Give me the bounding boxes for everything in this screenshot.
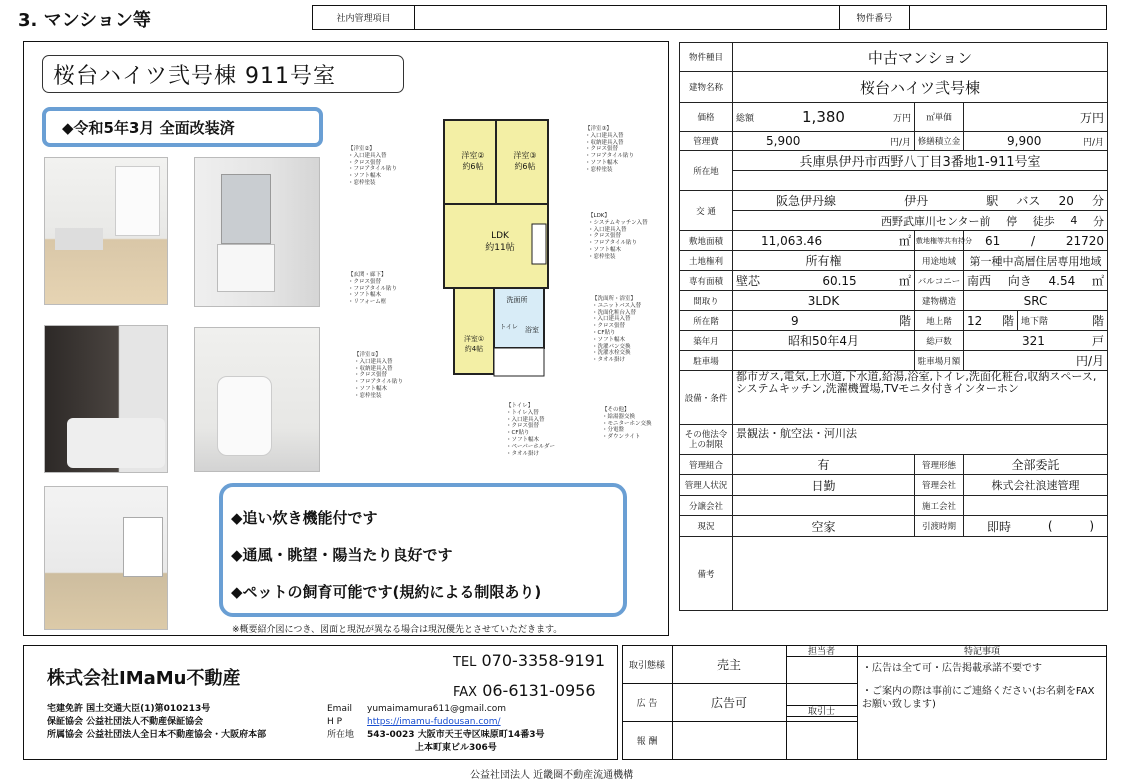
room-bath: 浴室 xyxy=(525,326,539,334)
note-other: 【その他】 ・給湯器交換 ・モニターホン交換 ・分電盤 ・ダウンライト xyxy=(602,407,652,441)
feature-item: ◆ペットの飼育可能です(規約による制限あり) xyxy=(231,583,542,601)
equip-label: 設備・条件 xyxy=(680,371,733,425)
property-name: 桜台ハイツ弐号棟 911号室 xyxy=(53,63,336,89)
row-current: 現況 空家 引渡時期 即時 ( ) xyxy=(680,516,1108,537)
parking-label: 駐車場 xyxy=(680,351,733,371)
mcomp-label: 管理会社 xyxy=(915,475,964,496)
traffic-label: 交 通 xyxy=(680,191,733,231)
kanri-value: 5,900 xyxy=(766,134,801,148)
ad-label: 広 告 xyxy=(636,698,658,709)
structure-label: 建物構造 xyxy=(915,291,964,311)
toilet-shape xyxy=(217,376,272,456)
tel-label: TEL xyxy=(453,655,477,670)
kai-unit: 階 xyxy=(1001,314,1014,328)
ko-unit: 戸 xyxy=(1092,334,1105,348)
share-label: 敷地権等共有持分 xyxy=(915,231,964,251)
pfee-label: 駐車場月額 xyxy=(915,351,964,371)
bus-label: バス xyxy=(1016,194,1041,208)
row-exclusive xyxy=(680,271,1108,291)
bikou-label: 備考 xyxy=(680,537,733,611)
row-addr xyxy=(680,151,1108,171)
license-value: 国土交通大臣(1)第010213号 xyxy=(86,704,211,714)
walk-label: 徒歩 xyxy=(1032,214,1055,228)
wall-label: 壁芯 xyxy=(736,274,761,288)
room-west1: 洋室① 約4帖 xyxy=(463,335,485,353)
pfee-unit: 円/月 xyxy=(964,351,1108,371)
fun-unit: 分 xyxy=(1093,214,1104,228)
propnum-value xyxy=(910,6,1106,29)
tel-row xyxy=(453,651,605,670)
law-label: その他法令上の制限 xyxy=(680,425,733,455)
mgmt-label: 社内管理項目 xyxy=(313,6,415,29)
row-kanri xyxy=(680,132,1108,151)
madori-value: 3LDK xyxy=(733,291,915,311)
note-genkan: 【玄関・廊下】 ・クロス張替 ・フロアタイル貼り ・ソフト幅木 ・リフォーム框 xyxy=(348,272,398,306)
photo-ldk xyxy=(44,157,168,305)
land-area-value: 11,063.46 xyxy=(761,233,823,248)
kanri-label: 管理費 xyxy=(680,132,733,151)
mgmt-value xyxy=(415,6,840,29)
bldg-label: 建物名称 xyxy=(680,72,733,103)
total-label: 総額 xyxy=(736,113,755,124)
sqm-unit: ㎡ xyxy=(898,234,911,248)
tel-number: 070-3358-9191 xyxy=(481,651,606,670)
fax-row xyxy=(453,681,596,700)
status-value: 日勤 xyxy=(733,475,915,496)
price-label: 価格 xyxy=(680,103,733,132)
mgmt-bar xyxy=(312,5,1107,30)
email-label: Email xyxy=(327,704,352,714)
row-built xyxy=(680,331,1108,351)
row-floor xyxy=(680,311,1108,331)
bus-min: 20 xyxy=(1058,193,1074,208)
row-equip xyxy=(680,371,1108,425)
guarantee-label: 保証協会 xyxy=(47,717,84,727)
window-shape xyxy=(115,166,160,236)
divider xyxy=(857,645,858,760)
union-label: 管理組合 xyxy=(680,455,733,475)
divider xyxy=(786,645,787,760)
spec-table xyxy=(679,42,1108,611)
floor-label: 所在階 xyxy=(680,311,733,331)
law-value: 景観法・航空法・河川法 xyxy=(733,425,1108,455)
addr-label: 所在地 xyxy=(327,730,355,740)
land-area-label: 敷地面積 xyxy=(680,231,733,251)
room-toilet: トイレ xyxy=(500,324,518,331)
bathtub-shape xyxy=(67,418,165,468)
note-ldk: 【LDK】 ・システムキッチン入替 ・入口建具入替 ・クロス張替 ・フロアタイル貼り ・ソフト幅木 ・窓枠塗装 xyxy=(588,213,648,260)
room-west2: 洋室② 約6帖 xyxy=(461,151,485,171)
row-land xyxy=(680,231,1108,251)
row-bldg xyxy=(680,72,1108,103)
note-west2: 【洋室②】 ・入口建具入替 ・クロス張替 ・フロアタイル貼り ・ソフト幅木 ・窓枠塗装 xyxy=(348,146,398,186)
zone-value: 第一種中高層住居専用地域 xyxy=(964,251,1108,271)
member-label: 所属協会 xyxy=(47,730,84,740)
bldg-value: 桜台ハイツ弐号棟 xyxy=(733,72,1108,103)
feature-item: ◆通風・眺望・陽当たり良好です xyxy=(231,546,453,564)
shuzen-unit: 円/月 xyxy=(1083,137,1105,148)
builder-value xyxy=(964,496,1108,516)
row-parking xyxy=(680,351,1108,371)
above-label: 地上階 xyxy=(915,311,964,331)
union-value: 有 xyxy=(733,455,915,475)
license-block xyxy=(47,703,266,742)
guarantee-value: 公益社団法人不動産保証協会 xyxy=(86,717,204,727)
kai-unit: 階 xyxy=(1092,314,1105,328)
features-box xyxy=(219,483,627,617)
fee-value xyxy=(672,721,786,760)
addr-value: 543-0023 大阪市天王寺区味原町14番3号 xyxy=(367,730,545,740)
propnum-label: 物件番号 xyxy=(840,6,910,29)
tanka-label: ㎡単価 xyxy=(915,103,964,132)
type-value: 中古マンション xyxy=(733,43,1108,72)
share-a: 61 xyxy=(985,233,1001,248)
man-unit: 万円 xyxy=(892,113,911,124)
units-value: 321 xyxy=(1022,333,1045,348)
hp-link[interactable]: https://imamu-fudousan.com/ xyxy=(367,717,501,727)
mcomp-value: 株式会社浪速管理 xyxy=(964,475,1108,496)
room-west3: 洋室③ 約6帖 xyxy=(513,151,537,171)
kitchen-shape xyxy=(55,228,103,250)
madori-label: 間取り xyxy=(680,291,733,311)
addr-label: 所在地 xyxy=(680,151,733,191)
row-seller xyxy=(680,496,1108,516)
tanka-unit: 万円 xyxy=(964,103,1108,132)
tanto-label: 担当者 xyxy=(807,647,835,657)
fax-label: FAX xyxy=(453,685,478,700)
station-value: 伊丹 xyxy=(904,194,929,208)
walk-min: 4 xyxy=(1070,214,1078,227)
eki-unit: 駅 xyxy=(986,194,999,208)
disclaimer: ※概要紹介図につき、図面と現況が異なる場合は現況優先とさせていただきます。 xyxy=(232,625,563,635)
photo-washroom xyxy=(194,157,320,307)
note-toilet: 【トイレ】 ・トイレ入替 ・入口建具入替 ・クロス張替 ・CF貼り ・ソフト幅木 ・ペーパーホルダー ・タオル掛け xyxy=(506,403,556,457)
fax-number: 06-6131-0956 xyxy=(482,681,596,700)
hp-label: H P xyxy=(327,717,343,727)
cur-label: 現況 xyxy=(680,516,733,537)
tei-unit: 停 xyxy=(1006,214,1018,228)
sqm-unit: ㎡ xyxy=(898,274,911,288)
row-traffic1 xyxy=(680,191,1108,211)
exclusive-label: 専有面積 xyxy=(680,271,733,291)
photo-bath xyxy=(44,325,168,473)
vanity-shape xyxy=(217,244,275,292)
row-bikou xyxy=(680,537,1108,611)
total-price: 1,380 xyxy=(802,108,845,126)
sqm-unit: ㎡ xyxy=(1092,274,1105,288)
deal-value: 売主 xyxy=(716,657,741,672)
zone-label: 用途地域 xyxy=(915,251,964,271)
addr2-value: 上本町東ビル306号 xyxy=(415,743,497,753)
note-senmen: 【洗面所・浴室】 ・ユニットバス入替 ・洗面化粧台入替 ・入口建具入替 ・クロス張替 ・CF貼り ・ソフト幅木 ・洗濯パン交換 ・洗濯水栓交換 ・タオル掛け xyxy=(592,296,642,364)
seller-value xyxy=(733,496,915,516)
note-west1: 【洋室①】 ・入口建具入替 ・収納建具入替 ・クロス張替 ・フロアタイル貼り ・ソフト幅木 ・窓枠塗装 xyxy=(354,352,404,399)
row-traffic2 xyxy=(680,211,1108,231)
license-label: 宅建免許 xyxy=(47,704,84,714)
row-madori xyxy=(680,291,1108,311)
deal-label: 取引態様 xyxy=(628,660,665,671)
balcony-label: バルコニー xyxy=(915,271,964,291)
floor-value: 9 xyxy=(791,313,799,328)
share-slash: / xyxy=(1031,233,1036,248)
units-label: 総戸数 xyxy=(915,331,964,351)
balcony-value: 4.54 xyxy=(1048,273,1076,288)
shuzen-label: 修繕積立金 xyxy=(915,132,964,151)
window-shape xyxy=(123,517,163,577)
row-addr2 xyxy=(680,171,1108,191)
mirror-shape xyxy=(221,174,271,244)
row-law xyxy=(680,425,1108,455)
seller-label: 分譲会社 xyxy=(680,496,733,516)
equip-value: 都市ガス,電気,上水道,下水道,給湯,浴室,トイレ,洗面化粧台,収納スペース,システムキッチン,洗濯機置場,TVモニタ付きインターホン xyxy=(733,371,1108,425)
company-name: 株式会社IMaMu不動産 xyxy=(47,668,241,689)
kanri-unit: 円/月 xyxy=(889,137,911,148)
built-value: 昭和50年4月 xyxy=(733,331,915,351)
fee-label: 報 酬 xyxy=(636,737,658,747)
exclusive-value: 60.15 xyxy=(822,273,857,288)
shuzen-value: 9,900 xyxy=(1007,134,1042,148)
room-senmen: 洗面所 xyxy=(506,296,528,304)
row-status xyxy=(680,475,1108,496)
renovation-text: ◆令和5年3月 全面改装済 xyxy=(62,118,235,137)
member-value: 公益社団法人全日本不動産協会・大阪府本部 xyxy=(86,730,267,740)
muki-label: 向き xyxy=(1007,274,1032,288)
email-value: yumaimamura611@gmail.com xyxy=(367,704,507,714)
share-b: 21720 xyxy=(1065,233,1105,248)
torihiki-label: 取引士 xyxy=(807,707,835,717)
above-value: 12 xyxy=(967,313,983,328)
hand-label: 引渡時期 xyxy=(915,516,964,537)
tokki-line-1: ・広告は全て可・広告掲載承諾不要です xyxy=(862,663,1042,674)
busstop-value: 西野武庫川センター前 xyxy=(881,214,991,228)
status-label: 管理人状況 xyxy=(680,475,733,496)
property-name-box xyxy=(42,55,404,93)
form-label: 管理形態 xyxy=(915,455,964,475)
org-name: 公益社団法人 近畿圏不動産流通機構 xyxy=(470,770,634,781)
row-price xyxy=(680,103,1108,132)
note-west3: 【洋室③】 ・入口建具入替 ・収納建具入替 ・クロス張替 ・フロアタイル貼り ・ソフト幅木 ・窓枠塗装 xyxy=(585,126,635,173)
fun-unit: 分 xyxy=(1091,194,1104,208)
photo-toilet xyxy=(194,327,320,472)
photo-west-room xyxy=(44,486,168,630)
built-label: 築年月 xyxy=(680,331,733,351)
under-label: 地下階 xyxy=(1021,317,1049,327)
feature-item: ◆追い炊き機能付です xyxy=(231,509,378,527)
contact-block xyxy=(327,703,545,755)
row-union xyxy=(680,455,1108,475)
line-value: 阪急伊丹線 xyxy=(776,194,837,208)
ad-value: 広告可 xyxy=(710,695,747,710)
section-title: 3. マンション等 xyxy=(18,10,151,31)
room-ldk: LDK 約11帖 xyxy=(485,231,515,253)
row-type xyxy=(680,43,1108,72)
land-right-value: 所有権 xyxy=(733,251,915,271)
renovation-box xyxy=(42,107,323,147)
hand-value: 即時 xyxy=(987,519,1012,534)
tokki-label: 特記事項 xyxy=(963,647,1000,657)
dir-value: 南西 xyxy=(967,274,992,288)
structure-value: SRC xyxy=(964,291,1108,311)
builder-label: 施工会社 xyxy=(915,496,964,516)
tokki-line-2: ・ご案内の際は事前にご連絡ください(お名刺をFAXお願い致します) xyxy=(862,686,1095,710)
addr-value: 兵庫県伊丹市西野八丁目3番地1-911号室 xyxy=(733,151,1108,171)
form-value: 全部委託 xyxy=(964,455,1108,475)
land-right-label: 土地権利 xyxy=(680,251,733,271)
kai-unit: 階 xyxy=(898,314,911,328)
row-right xyxy=(680,251,1108,271)
type-label: 物件種目 xyxy=(680,43,733,72)
cur-value: 空家 xyxy=(733,516,915,537)
